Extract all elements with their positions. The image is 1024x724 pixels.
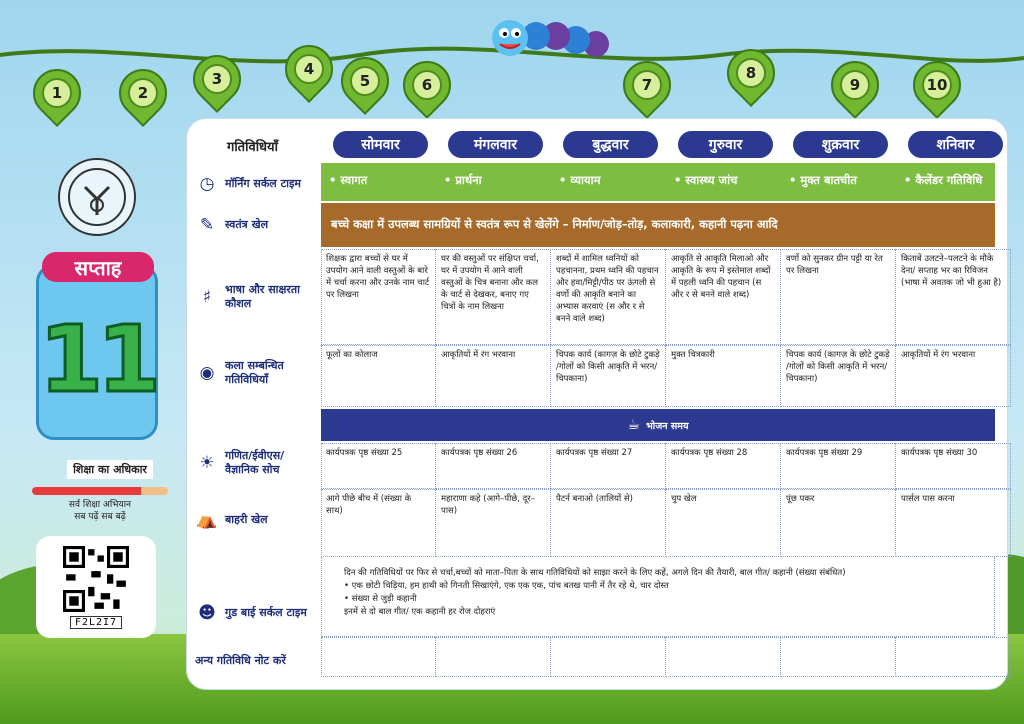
morning-item: • मुक्त बातचीत: [789, 173, 857, 187]
row-label-goodbye: [195, 595, 321, 631]
table-cell: चिपक कार्य (कागज़ के छोटे टुकड़े /गोलों को किसी आकृति में भरन/ चिपकाना): [551, 345, 666, 407]
day-header: मंगलवार: [448, 131, 543, 158]
table-cell: महाराणा कहे (आगे–पीछे, दूर–पास): [436, 489, 551, 557]
leaf-number: 10: [922, 70, 952, 100]
row-label-free-play: [195, 213, 321, 237]
table-cell: किताबें उलटने–पलटने के मौके देना/ सप्ताह भर का रिविजन (भाषा में अवतक जो भी हुआ है): [896, 249, 1011, 345]
leaf-number: 9: [840, 70, 870, 100]
table-cell: कार्यपत्रक पृष्ठ संख्या 28: [666, 443, 781, 489]
table-cell: आकृतियों में रंग भरवाना: [436, 345, 551, 407]
morning-item: • स्वास्थ्य जांच: [674, 173, 738, 187]
week-label: सप्ताह: [42, 252, 154, 282]
table-cell: [321, 637, 436, 677]
row-label-text: मॉर्निंग सर्कल टाइम: [225, 177, 301, 190]
row-label-math: [195, 445, 321, 481]
row-label-art: [195, 355, 321, 391]
meal-time-row: [321, 409, 995, 441]
up-govt-emblem: [58, 158, 136, 236]
table-cell: शब्दों में शामिल ध्वनियों को पहचानना, प्रथम ध्वनि की पहचान और हवा/मिट्टी/पीठ पर ऊंगली से वर्णो की आकृति बनाने का अभ्यास करवाएं (स और र से बनने वाले शब्द): [551, 249, 666, 345]
leaf-number: 8: [736, 58, 766, 88]
row-label-text: बाहरी खेल: [225, 513, 268, 526]
morning-item: • प्रार्थना: [444, 173, 482, 187]
table-cell: चुप खेल: [666, 489, 781, 557]
clock-icon: ◷: [199, 174, 215, 194]
leaf-number: 6: [412, 70, 442, 100]
day-header: बुद्धवार: [563, 131, 658, 158]
table-cell: मुक्त चित्रकारी: [666, 345, 781, 407]
table-cell: चिपक कार्य (कागज़ के छोटे टुकड़े /गोलों को किसी आकृति में भरन/ चिपकाना): [781, 345, 896, 407]
row-label-outdoor: [195, 505, 321, 535]
row-label-text: कला सम्बन्धित गतिविधियाँ: [225, 359, 284, 386]
rte-line1: सर्व शिक्षा अभियान: [68, 500, 132, 510]
activities-column-title: गतिविधियाँ: [227, 140, 278, 155]
meal-bowl-icon: ☕: [627, 417, 641, 433]
table-cell: कार्यपत्रक पृष्ठ संख्या 29: [781, 443, 896, 489]
rte-line2: सब पढ़ें सब बढ़ें: [74, 512, 126, 522]
morning-circle-row: [321, 163, 995, 201]
palette-icon: ◉: [199, 363, 215, 383]
table-cell: वर्णो को सुनकर ग्रीन पट्टी या रेत पर लिखना: [781, 249, 896, 345]
qr-panel[interactable]: [36, 536, 156, 638]
table-cell: [666, 637, 781, 677]
table-cell: कार्यपत्रक पृष्ठ संख्या 30: [896, 443, 1011, 489]
leaf-number: 3: [202, 64, 232, 94]
qr-code-icon: [63, 546, 129, 612]
leaf-number: 1: [42, 78, 72, 108]
week-number-box: [36, 264, 158, 440]
pencil-icon: [32, 487, 168, 495]
table-cell: [551, 637, 666, 677]
free-play-row: बच्चे कक्षा में उपलब्ध सामग्रियों से स्वतंत्र रूप से खेलेंगे – निर्माण/जोड़–तोड़, कलाकारी, कहानी पढ़ना आदि: [321, 203, 995, 247]
table-cell: आगे पीछे बीच में (संख्या के साथ): [321, 489, 436, 557]
group-icon: ☻: [198, 603, 216, 623]
week-number: 11: [38, 305, 156, 413]
row-label-morning: [195, 169, 321, 199]
table-cell: कार्यपत्रक पृष्ठ संख्या 27: [551, 443, 666, 489]
goodbye-line-last: इनमें से दो बाल गीत/ एक कहानी हर रोज दोहराएं: [344, 607, 496, 617]
day-header: गुरुवार: [678, 131, 773, 158]
table-cell: [781, 637, 896, 677]
reading-icon: ♯: [202, 287, 212, 307]
goodbye-line1: दिन की गतिविधियों पर फिर से चर्चा,बच्चों को माता–पिता के साथ गतिविधियों को साझा करने के लिए कहें, अगले दिन की तैयारी, बाल गीत/ कहानी (संख्या संबंधित): [344, 568, 846, 578]
table-cell: पार्सल पास करना: [896, 489, 1011, 557]
table-cell: कार्यपत्रक पृष्ठ संख्या 26: [436, 443, 551, 489]
row-label-language: [195, 279, 321, 315]
table-cell: [436, 637, 551, 677]
table-cell: आकृति से आकृति मिलाओ और आकृति के रूप में इस्तेमाल शब्दों में पहली ध्वनि की पहचान (स और र से बनने वाले शब्द): [666, 249, 781, 345]
row-label-text: अन्य गतिविधि नोट करें: [195, 654, 286, 667]
morning-item: • कैलेंडर गतिविधि: [904, 173, 983, 187]
table-cell: पूंछ पकर: [781, 489, 896, 557]
table-cell: पैटर्न बनाओ (तालियों से): [551, 489, 666, 557]
row-label-text: स्वतंत्र खेल: [225, 218, 269, 231]
table-cell: [896, 637, 1011, 677]
day-header: शुक्रवार: [793, 131, 888, 158]
table-cell: कार्यपत्रक पृष्ठ संख्या 25: [321, 443, 436, 489]
row-label-text: गणित/ईवीएस/ वैज्ञानिक सोच: [225, 449, 285, 476]
table-cell: घर की वस्तुओं पर संक्षिप्त चर्चा, घर में उपयोग में आने वाली वस्तुओं के चित्र बनाना और कल के चार्ट से देखकर, बनाए गए चित्रों के नाम लिखना: [436, 249, 551, 345]
caterpillar-icon: [486, 6, 616, 66]
row-label-text: गुड बाई सर्कल टाइम: [225, 606, 307, 619]
kids-play-icon: ✎: [199, 215, 215, 235]
leaf-number: 4: [294, 54, 324, 84]
day-header: शनिवार: [908, 131, 1003, 158]
row-label-notes: [195, 649, 321, 673]
qr-code-text: F2L2I7: [70, 616, 122, 629]
rte-title: शिक्षा का अधिकार: [67, 460, 153, 479]
leaf-number: 2: [128, 78, 158, 108]
row-label-text: भाषा और साक्षरता कौशल: [225, 283, 300, 310]
goodbye-bullet: • संख्या से जुड़ी कहानी: [344, 593, 984, 606]
weekly-activity-table: [186, 118, 1008, 690]
emblem-icon: [65, 165, 129, 229]
table-cell: शिक्षक द्वारा बच्चों से घर में उपयोग आने वाली वस्तुओं के बारे में चर्चा करना और उनके नाम चार्ट पर लिखना: [321, 249, 436, 345]
day-header: सोमवार: [333, 131, 428, 158]
meal-time-label: भोजन समय: [646, 420, 689, 432]
goodbye-circle-row: [321, 557, 995, 637]
rte-logo: [20, 458, 180, 523]
table-cell: फूलों का कोलाज: [321, 345, 436, 407]
morning-item: • स्वागत: [329, 173, 368, 187]
bulb-icon: ☀: [199, 453, 215, 473]
morning-item: • व्यायाम: [559, 173, 601, 187]
leaf-number: 5: [350, 66, 380, 96]
goodbye-bullet: • एक छोटी चिड़िया, हम हाथी को गिनती सिखाएंगे, एक एक एक, पांच बतख पानी में तैर रहे थे, चार दोस्त: [344, 580, 984, 593]
table-cell: आकृतियों में रंग भरवाना: [896, 345, 1011, 407]
running-kids-icon: ⛺: [196, 510, 218, 530]
leaf-number: 7: [632, 70, 662, 100]
